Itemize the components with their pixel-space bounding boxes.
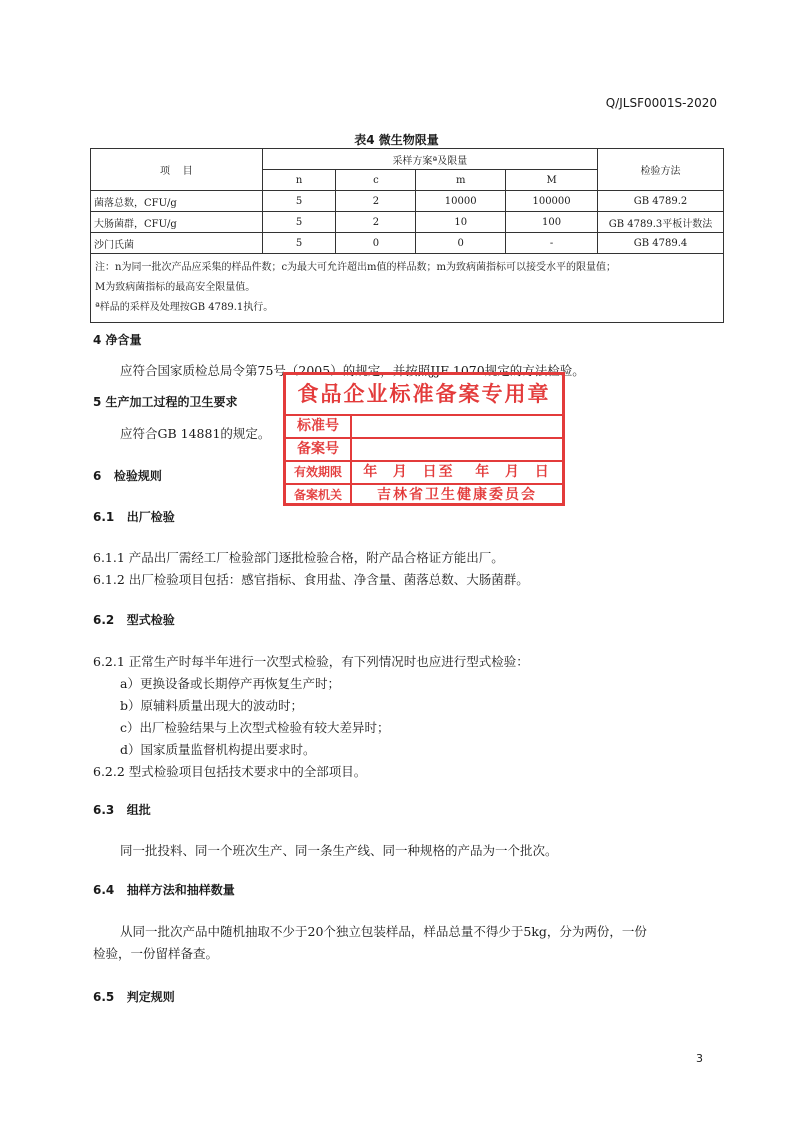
- section-5-heading: 5 生产加工过程的卫生要求: [93, 395, 238, 409]
- section-6-2-2: 6.2.2 型式检验项目包括技术要求中的全部项目。: [93, 764, 367, 779]
- header-n: n: [262, 170, 336, 191]
- section-6-3-heading: 6.3 组批: [93, 803, 151, 817]
- header-item: 项 目: [91, 149, 263, 191]
- section-6-1-heading: 6.1 出厂检验: [93, 510, 175, 524]
- row-method: GB 4789.2: [598, 191, 724, 212]
- header-c: c: [336, 170, 416, 191]
- section-6-4-heading: 6.4 抽样方法和抽样数量: [93, 883, 235, 897]
- row-M: 100000: [506, 191, 598, 212]
- table-row: [91, 191, 724, 212]
- table-row: [91, 233, 724, 254]
- row-c: 0: [336, 233, 416, 254]
- stamp-label: 备案号: [286, 439, 352, 460]
- page-number: 3: [696, 1052, 703, 1065]
- section-6-1-2: 6.1.2 出厂检验项目包括：感官指标、食用盐、净含量、菌落总数、大肠菌群。: [93, 572, 529, 587]
- stamp-label: 备案机关: [286, 485, 352, 506]
- row-m: 0: [416, 233, 506, 254]
- list-item: d）国家质量监督机构提出要求时。: [120, 742, 316, 757]
- header-M: M: [506, 170, 598, 191]
- table-row: [91, 212, 724, 233]
- stamp-value: [352, 416, 562, 437]
- row-item: 菌落总数，CFU/g: [91, 191, 263, 212]
- stamp-row-validity: [286, 462, 562, 485]
- section-6-3-text: 同一批投料、同一个班次生产、同一条生产线、同一种规格的产品为一个批次。: [120, 843, 558, 858]
- section-6-1-1: 6.1.1 产品出厂需经工厂检验部门逐批检验合格，附产品合格证方能出厂。: [93, 550, 504, 565]
- row-item: 沙门氏菌: [91, 233, 263, 254]
- section-4-heading: 4 净含量: [93, 333, 142, 347]
- table-note: [91, 254, 724, 323]
- table-note-row: [91, 254, 724, 323]
- note-line-1: 注：n为同一批次产品应采集的样品件数；c为最大可允许超出m值的样品数；m为致病菌指标可以接受水平的限量值；: [95, 262, 617, 273]
- stamp-value: 吉林省卫生健康委员会: [377, 487, 537, 503]
- row-method: GB 4789.3平板计数法: [598, 212, 724, 233]
- stamp-row-filing-no: [286, 439, 562, 462]
- section-6-4-text-line1: 从同一批次产品中随机抽取不少于20个独立包装样品，样品总量不得少于5kg，分为两份，一份: [120, 924, 647, 939]
- section-6-heading: 6 检验规则: [93, 469, 162, 483]
- section-4-text: 应符合国家质检总局令第75号（2005）的规定，并按照JJF 1070规定的方法检验。: [120, 363, 585, 378]
- row-method: GB 4789.4: [598, 233, 724, 254]
- section-6-2-heading: 6.2 型式检验: [93, 613, 175, 627]
- microbial-limits-table: [90, 148, 724, 323]
- header-m: m: [416, 170, 506, 191]
- row-m: 10000: [416, 191, 506, 212]
- table-title: 表4 微生物限量: [354, 133, 439, 147]
- table-header-row: [91, 149, 724, 170]
- row-n: 5: [262, 191, 336, 212]
- list-item: c）出厂检验结果与上次型式检验有较大差异时；: [120, 720, 390, 735]
- row-M: -: [506, 233, 598, 254]
- row-M: 100: [506, 212, 598, 233]
- section-6-2-1: 6.2.1 正常生产时每半年进行一次型式检验，有下列情况时也应进行型式检验：: [93, 654, 529, 669]
- note-line-3: ª样品的采样及处理按GB 4789.1执行。: [95, 302, 274, 313]
- section-6-5-heading: 6.5 判定规则: [93, 990, 175, 1004]
- stamp-value: [352, 439, 562, 460]
- section-5-text: 应符合GB 14881的规定。: [120, 426, 271, 441]
- stamp-label: 有效期限: [286, 462, 352, 483]
- header-plan: 采样方案ª及限量: [262, 149, 597, 170]
- list-item: b）原辅料质量出现大的波动时；: [120, 698, 304, 713]
- stamp-row-authority: [286, 485, 562, 506]
- stamp-row-standard-no: [286, 416, 562, 439]
- list-item: a）更换设备或长期停产再恢复生产时；: [120, 676, 340, 691]
- row-item: 大肠菌群，CFU/g: [91, 212, 263, 233]
- row-n: 5: [262, 212, 336, 233]
- filing-stamp: [283, 372, 565, 506]
- document-code: Q/JLSF0001S-2020: [605, 96, 717, 110]
- header-method: 检验方法: [598, 149, 724, 191]
- row-m: 10: [416, 212, 506, 233]
- stamp-title: 食品企业标准备案专用章: [286, 375, 562, 416]
- note-line-2: M为致病菌指标的最高安全限量值。: [95, 282, 256, 293]
- section-6-4-text-line2: 检验，一份留样备查。: [93, 946, 219, 961]
- row-c: 2: [336, 212, 416, 233]
- stamp-label: 标准号: [286, 416, 352, 437]
- row-c: 2: [336, 191, 416, 212]
- row-n: 5: [262, 233, 336, 254]
- stamp-value: 年 月 日至 年 月 日: [363, 464, 551, 480]
